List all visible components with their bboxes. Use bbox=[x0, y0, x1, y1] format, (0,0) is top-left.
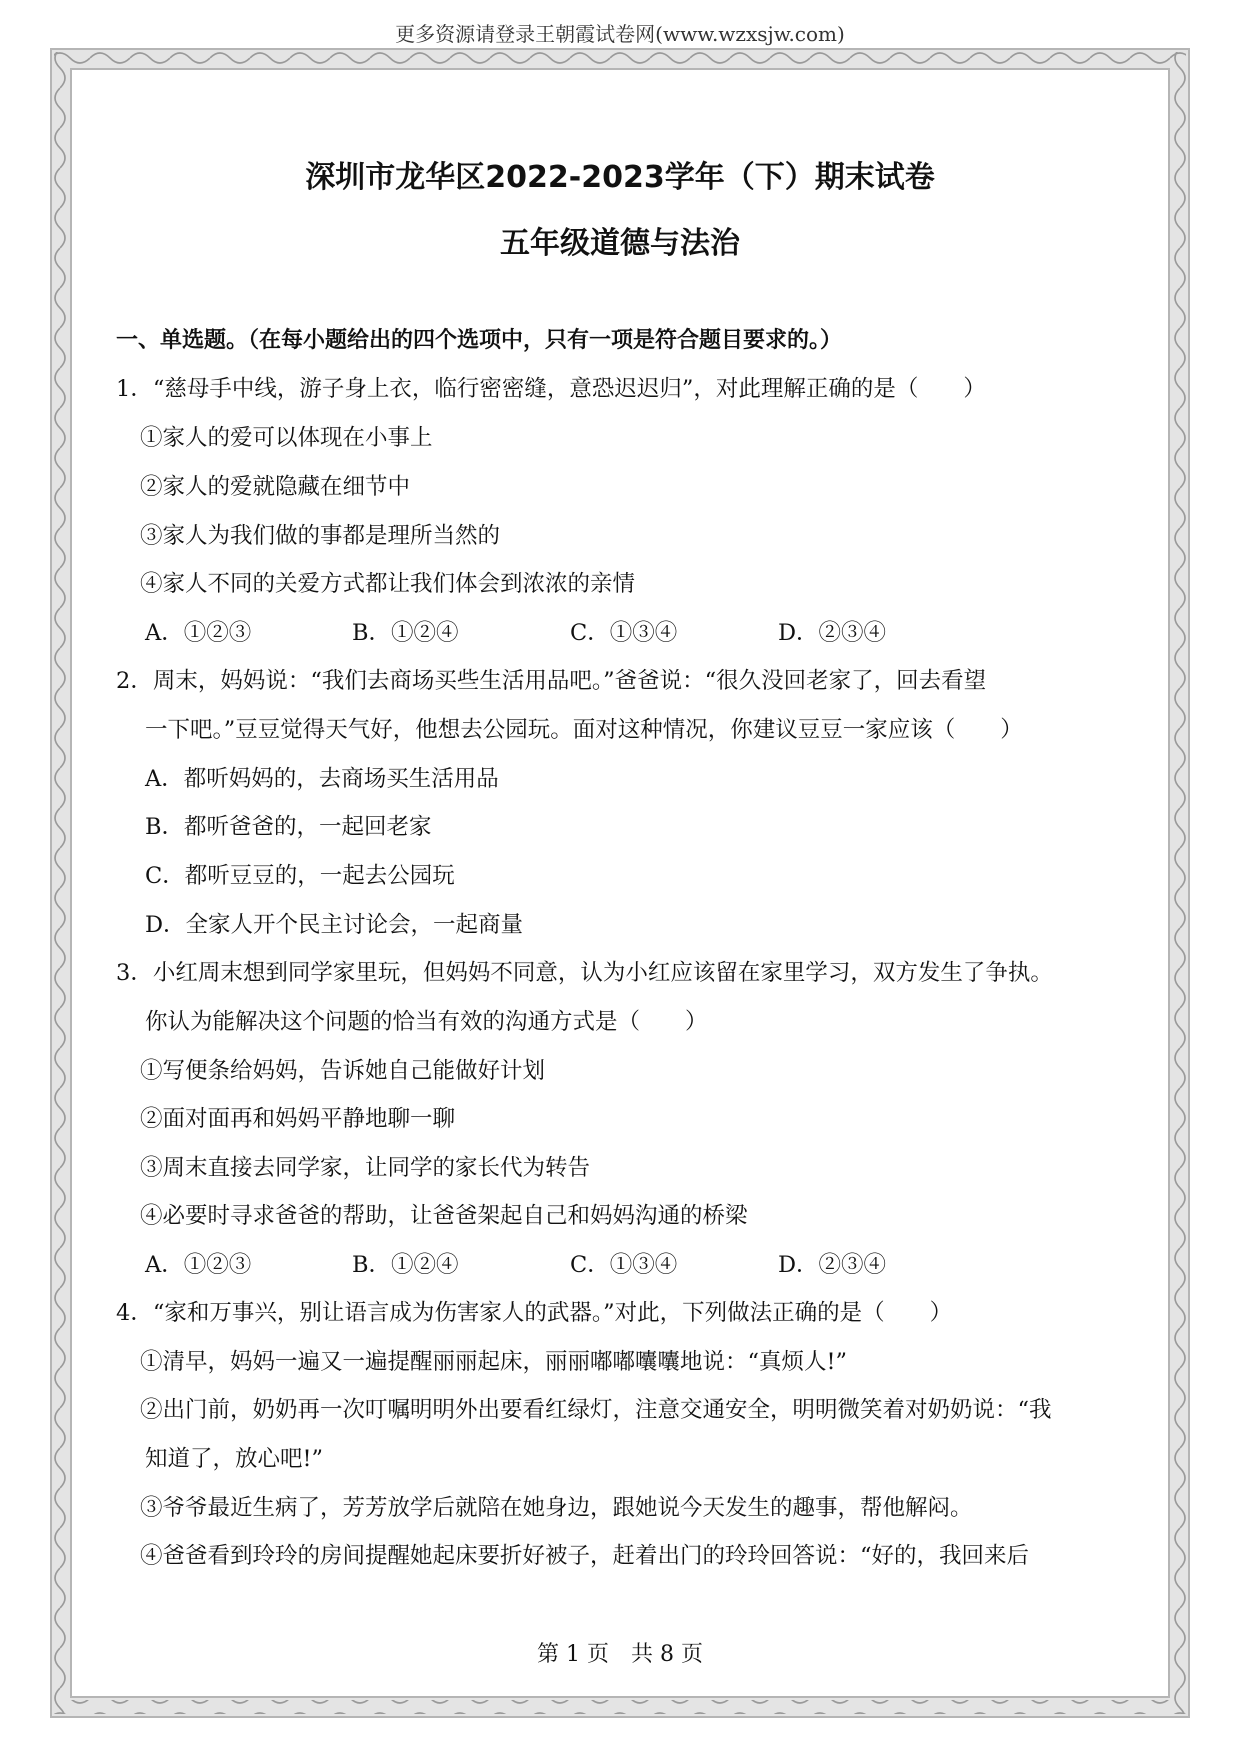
q2-option-b: B．都听爸爸的，一起回老家 bbox=[145, 814, 432, 840]
q1-statement-3: ③家人为我们做的事都是理所当然的 bbox=[140, 523, 501, 549]
q3-statement-1: ①写便条给妈妈，告诉她自己能做好计划 bbox=[140, 1058, 546, 1084]
q1-option-d: D．②③④ bbox=[778, 620, 887, 646]
q2-stem-line-2: 一下吧。”豆豆觉得天气好，他想去公园玩。面对这种情况，你建议豆豆一家应该（ ） bbox=[145, 717, 1023, 743]
q3-option-c: C．①③④ bbox=[570, 1252, 678, 1278]
q1-statement-2: ②家人的爱就隐藏在细节中 bbox=[140, 474, 411, 500]
q2-option-d: D．全家人开个民主讨论会，一起商量 bbox=[145, 912, 524, 938]
q3-options bbox=[0, 1254, 1240, 1280]
q2-stem-line-1: 2．周末，妈妈说：“我们去商场买些生活用品吧。”爸爸说：“很久没回老家了，回去看望 bbox=[116, 668, 987, 694]
q1-option-a: A．①②③ bbox=[145, 620, 252, 646]
q3-statement-2: ②面对面再和妈妈平静地聊一聊 bbox=[140, 1106, 456, 1132]
q3-option-d: D．②③④ bbox=[778, 1252, 887, 1278]
q3-statement-3: ③周末直接去同学家，让同学的家长代为转告 bbox=[140, 1155, 591, 1181]
exam-title: 深圳市龙华区2022-2023学年（下）期末试卷 bbox=[305, 160, 935, 195]
q3-stem-line-2: 你认为能解决这个问题的恰当有效的沟通方式是（ ） bbox=[145, 1009, 708, 1035]
q4-stem: 4．“家和万事兴，别让语言成为伤害家人的武器。”对此，下列做法正确的是（ ） bbox=[116, 1300, 953, 1326]
exam-subtitle: 五年级道德与法治 bbox=[500, 226, 740, 261]
q1-option-b: B．①②④ bbox=[352, 620, 459, 646]
q4-statement-2-line-2: 知道了，放心吧!” bbox=[145, 1446, 324, 1472]
q2-option-c: C．都听豆豆的，一起去公园玩 bbox=[145, 863, 455, 889]
q3-option-b: B．①②④ bbox=[352, 1252, 459, 1278]
q1-options bbox=[0, 622, 1240, 648]
q3-stem-line-1: 3．小红周末想到同学家里玩，但妈妈不同意，认为小红应该留在家里学习，双方发生了争执。 bbox=[116, 960, 1053, 986]
q1-statement-1: ①家人的爱可以体现在小事上 bbox=[140, 425, 433, 451]
page-number: 第 1 页 共 8 页 bbox=[537, 1642, 703, 1667]
header-note: 更多资源请登录王朝霞试卷网(www.wzxsjw.com) bbox=[395, 22, 845, 46]
q1-statement-4: ④家人不同的关爱方式都让我们体会到浓浓的亲情 bbox=[140, 571, 636, 597]
q4-statement-1: ①清早，妈妈一遍又一遍提醒丽丽起床，丽丽嘟嘟囔囔地说：“真烦人!” bbox=[140, 1349, 848, 1375]
q2-option-a: A．都听妈妈的，去商场买生活用品 bbox=[145, 766, 499, 792]
section-heading: 一、单选题。（在每小题给出的四个选项中，只有一项是符合题目要求的。） bbox=[116, 328, 843, 353]
q4-statement-2-line-1: ②出门前，奶奶再一次叮嘱明明外出要看红绿灯，注意交通安全，明明微笑着对奶奶说：“我 bbox=[140, 1397, 1052, 1423]
q1-option-c: C．①③④ bbox=[570, 620, 678, 646]
q1-stem: 1．“慈母手中线，游子身上衣，临行密密缝，意恐迟迟归”，对此理解正确的是（ ） bbox=[116, 376, 986, 402]
q3-statement-4: ④必要时寻求爸爸的帮助，让爸爸架起自己和妈妈沟通的桥梁 bbox=[140, 1203, 748, 1229]
q3-option-a: A．①②③ bbox=[145, 1252, 252, 1278]
q4-statement-4: ④爸爸看到玲玲的房间提醒她起床要折好被子，赶着出门的玲玲回答说：“好的，我回来后 bbox=[140, 1543, 1030, 1569]
q4-statement-3: ③爷爷最近生病了，芳芳放学后就陪在她身边，跟她说今天发生的趣事，帮他解闷。 bbox=[140, 1495, 973, 1521]
